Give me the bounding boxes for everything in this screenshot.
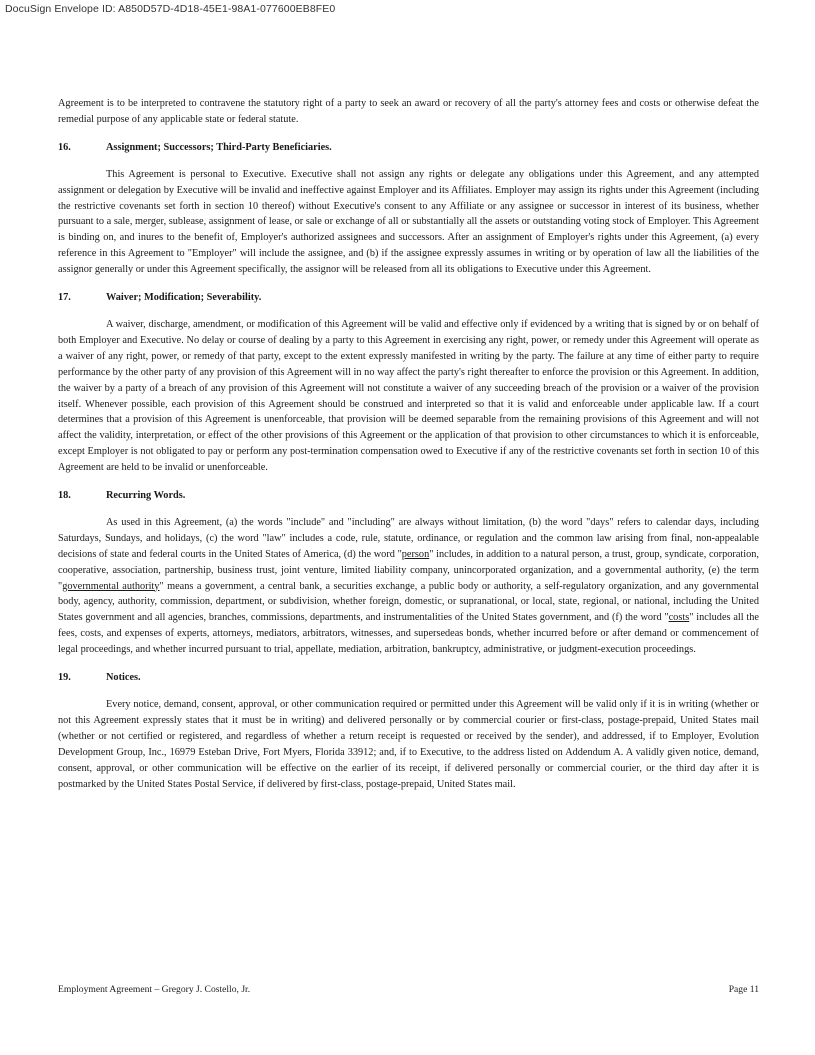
section-16-heading: [58, 140, 759, 156]
section-17-number: 17.: [58, 292, 71, 304]
section-18-text-1: As used in this Agreement, (a) the words "include" and "including" are always without limitation, (b) the word "days" refers to calendar days, including Saturdays, Sundays, and holidays, (c) the word "law" includes a code, rule, statute, ordinance, or regulation and the common law arising from final, non-appealable decisions of state and federal courts in the United States of America, (d) the word ": [58, 516, 759, 560]
section-19-body: Every notice, demand, consent, approval, or other communication required or permitted under this Agreement will be valid only if it is in writing (whether or not this Agreement expressly states that it must be in writing) and delivered personally or by commercial courier or first-class, postage-prepaid, United States mail (whether or not certified or registered, and regardless of whether a return receipt is requested or received by the sender), and addressed, if to Employer, Evolution Development Group, Inc., 16979 Esteban Drive, Fort Myers, Florida 33912; and, if to Executive, to the address listed on Addendum A. A validly given notice, demand, consent, approval, or other communication will be effective on the earlier of its receipt, if delivered personally or commercial courier, or the third day after it is postmarked by the United States Postal Service, if delivered by first-class, postage-prepaid, United States mail.: [58, 699, 759, 790]
section-19-heading: [58, 670, 759, 686]
section-17-body: A waiver, discharge, amendment, or modification of this Agreement will be valid and effective only if evidenced by a writing that is signed by or on behalf of both Employer and Executive. No delay or course of dealing by a party to this Agreement in exercising any right, power, or remedy under this Agreement will operate as a waiver of any right, power, or remedy of that party, except to the extent expressly manifested in writing by the party. The failure at any time of either party to require performance by the other party of any provision of this Agreement will in no way affect the party's right thereafter to enforce the provision or this Agreement. In addition, the waiver by a party of a breach of any provision of this Agreement will not constitute a waiver of any succeeding breach of the provision or a waiver of the provision itself. Whenever possible, each provision of this Agreement should be construed and interpreted so that it is valid and enforceable under applicable law. If a court determines that a provision of this Agreement is unenforceable, that provision will be deemed separable from the remaining provisions of this Agreement and will not affect the validity, interpretation, or effect of the other provisions of this Agreement or the application of that provision to other circumstances to which it is enforceable, except Employer is not obligated to pay or perform any post-termination compensation owed to Executive if any of the restrictive covenants set forth in section 10 of this Agreement are held to be invalid or unenforceable.: [58, 318, 759, 474]
continuation-paragraph: Agreement is to be interpreted to contravene the statutory right of a party to seek an award or recovery of all the party's attorney fees and costs or otherwise defeat the remedial purpose of any applicable state or federal statute.: [58, 98, 759, 125]
docusign-envelope-id: DocuSign Envelope ID: A850D57D-4D18-45E1-98A1-077600EB8FE0: [5, 3, 336, 15]
section-17-heading: [58, 290, 759, 306]
section-17-title: Waiver; Modification; Severability.: [106, 292, 262, 304]
section-19-number: 19.: [58, 672, 71, 684]
section-16-number: 16.: [58, 141, 71, 153]
section-18-text-4: " includes all the fees, costs, and expenses of experts, attorneys, mediators, arbitrators, witnesses, and supersedeas bonds, whether incurred before or after demand or commencement of legal proceedings, and whether incurred pursuant to trial, appellate, mediation, arbitration, bankruptcy, administrative, or judgment-execution proceedings.: [58, 612, 759, 656]
footer-page-number: Page 11: [728, 984, 759, 995]
section-19-title: Notices.: [106, 672, 141, 684]
page-footer: [58, 984, 759, 995]
footer-document-title: Employment Agreement – Gregory J. Costello, Jr.: [58, 984, 251, 995]
section-16-body: This Agreement is personal to Executive. Executive shall not assign any rights or delegate any obligations under this Agreement, and any attempted assignment or delegation by Executive will be invalid and ineffective against Employer and its Affiliates. Employer may assign its rights under this Agreement (including the restrictive covenants set forth in section 10 thereof) without Executive's consent to any Affiliate or any assignee or successor in interest of its business, whether pursuant to a sale, merger, sublease, assignment of lease, or sale or exchange of all or substantially all the assets or outstanding voting stock of Employer. This Agreement is binding on, and inures to the benefit of, Employer's authorized assignees and successors. After an assignment of Employer's rights under this Agreement, (a) every reference in this Agreement to "Employer" will include the assignee, and (b) if the assignee expressly assumes in writing or by operation of law all the liabilities of the assignor generally or under this Agreement specifically, the assignor will be released from all its obligations to Executive under this Agreement.: [58, 168, 759, 276]
section-18-text-3: " means a government, a central bank, a securities exchange, a public body or authority, a self-regulatory organization, and any governmental body, agency, authority, commission, department, or subdivision, whether foreign, domestic, or supranational, or local, state, regional, or national, including the United States government and all agencies, branches, commissions, departments, and instrumentalities of the United States government, and (f) the word ": [58, 580, 759, 624]
term-governmental-authority: governmental authority: [62, 580, 160, 592]
section-18-number: 18.: [58, 490, 71, 502]
section-18-body: [58, 515, 759, 658]
section-16-title: Assignment; Successors; Third-Party Beneficiaries.: [106, 141, 332, 153]
document-page: [58, 96, 759, 792]
section-18-title: Recurring Words.: [106, 490, 186, 502]
term-person: person: [401, 548, 430, 560]
section-18-heading: [58, 488, 759, 504]
section-18-text-2: " includes, in addition to a natural person, a trust, group, syndicate, corporation, cooperative, association, partnership, business trust, joint venture, limited liability company, unincorporated organization, and a governmental authority, (e) the term ": [58, 548, 759, 592]
term-costs: costs: [668, 612, 690, 624]
